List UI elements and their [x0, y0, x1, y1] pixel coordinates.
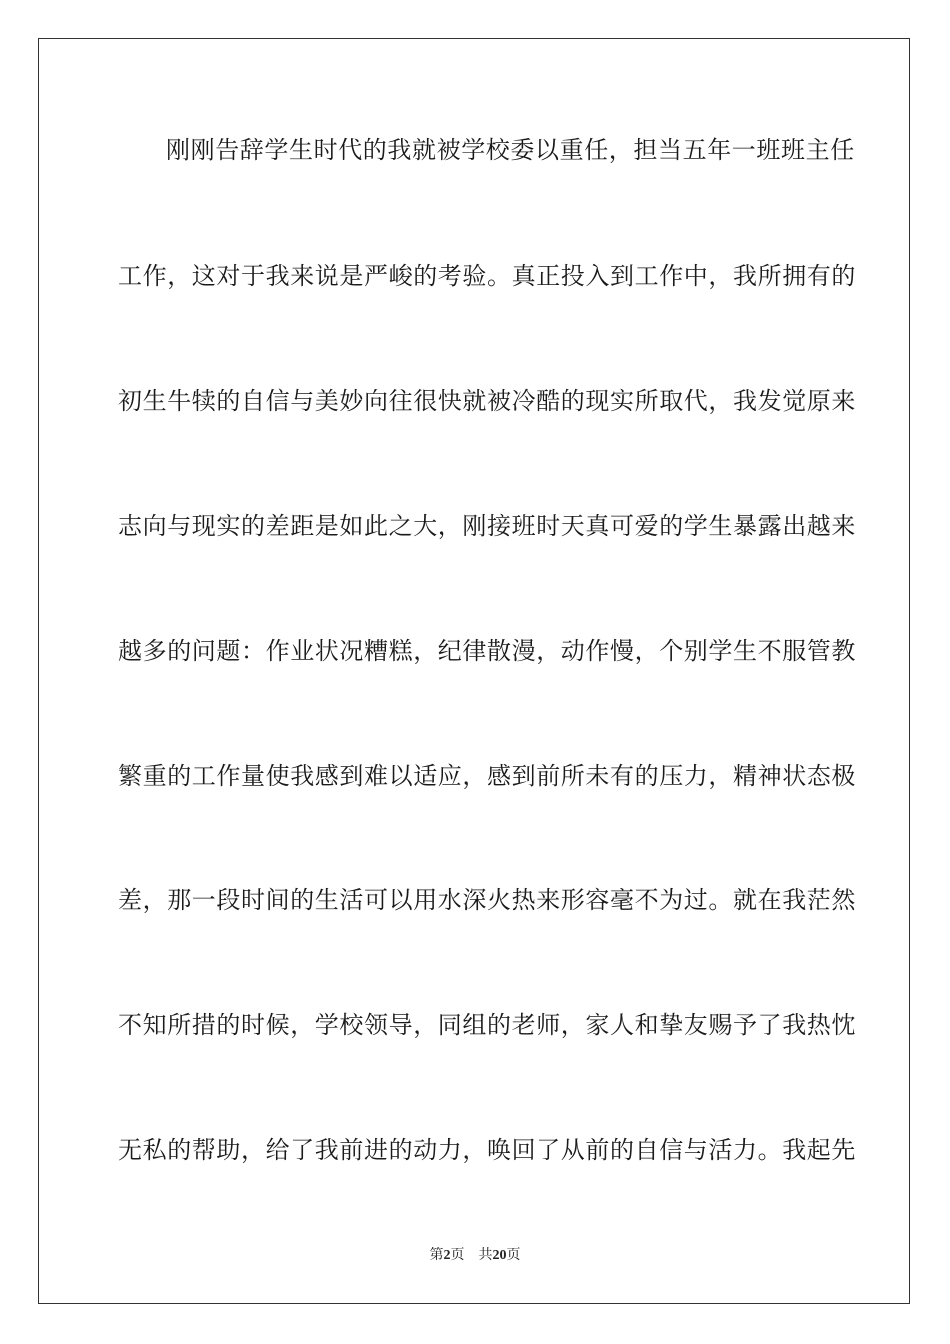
total-label-suffix: 页	[506, 1247, 521, 1263]
page-border	[38, 38, 910, 1304]
paragraph-line-8: 不知所措的时候，学校领导，同组的老师，家人和挚友赐予了我热忱	[118, 1011, 856, 1039]
total-pages: 20	[492, 1248, 507, 1263]
paragraph-line-9: 无私的帮助，给了我前进的动力，唤回了从前的自信与活力。我起先	[118, 1136, 856, 1164]
total-label-prefix: 共	[478, 1247, 493, 1263]
page-number: 2	[443, 1248, 451, 1263]
paragraph-line-4: 志向与现实的差距是如此之大，刚接班时天真可爱的学生暴露出越来	[118, 512, 856, 540]
paragraph-line-6: 繁重的工作量使我感到难以适应，感到前所未有的压力，精神状态极	[118, 762, 856, 790]
paragraph-line-7: 差，那一段时间的生活可以用水深火热来形容毫不为过。就在我茫然	[118, 886, 856, 914]
page-label-prefix: 第	[429, 1247, 444, 1263]
paragraph-line-5: 越多的问题：作业状况糟糕，纪律散漫，动作慢，个别学生不服管教	[118, 637, 856, 665]
paragraph-line-2: 工作，这对于我来说是严峻的考验。真正投入到工作中，我所拥有的	[118, 262, 856, 290]
page-footer	[0, 1246, 950, 1265]
page-label-suffix: 页	[450, 1247, 465, 1263]
paragraph-line-1: 刚刚告辞学生时代的我就被学校委以重任，担当五年一班班主任	[166, 136, 855, 164]
paragraph-line-3: 初生牛犊的自信与美妙向往很快就被冷酷的现实所取代，我发觉原来	[118, 387, 856, 415]
